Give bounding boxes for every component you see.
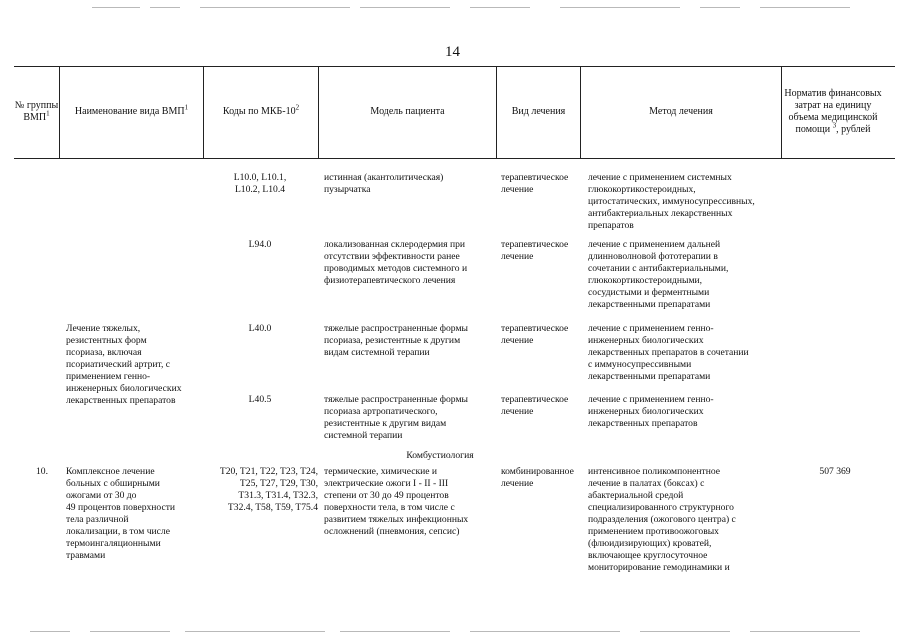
cell-financial-norm: 507 369 <box>819 466 851 477</box>
cell-patient-model: локализованная склеродермия при отсутствии эффективности ранее проводимых методов системного и физиотерапевтического лечения <box>324 239 468 286</box>
cell-group-number: 10. <box>36 466 48 477</box>
header-patient-model: Модель пациента <box>370 106 445 117</box>
scan-artifact-top <box>0 6 905 9</box>
cell-codes: L40.5 <box>248 394 272 405</box>
cell-treatment-type: терапевтическое лечение <box>501 323 569 346</box>
cell-codes: L10.0, L10.1, L10.2, L10.4 <box>233 172 287 195</box>
cell-codes: L94.0 <box>248 239 272 250</box>
header-treatment-method: Метод лечения <box>649 106 713 117</box>
cell-vmp-name: Комплексное лечение больных с обширными ожогами от 30 до 49 процентов поверхности тела различной локализации, в том числе термоингаляционными травмами <box>66 466 176 561</box>
header-group-number: № группы ВМП$^1$ <box>14 100 59 123</box>
header-treatment-type: Вид лечения <box>511 106 566 117</box>
table-header-bottom-rule <box>14 158 895 159</box>
cell-treatment-type: терапевтическое лечение <box>501 172 569 195</box>
cell-patient-model: тяжелые распространенные формы псориаза, резистентные к другим видам системной терапии <box>324 323 468 358</box>
header-financial-norm: Норматив финансовых затрат на единицу объема медицинской помощи $^3$, рублей <box>784 88 882 135</box>
section-title: Комбустиология <box>406 450 474 461</box>
footnote-mark: 3 <box>832 121 837 130</box>
cell-treatment-method: лечение с применением генно- инженерных биологических лекарственных препаратов в сочетании с иммуносупрессивными лекарственными препаратами <box>588 323 749 382</box>
cell-patient-model: термические, химические и электрические ожоги I - II - III степени от 30 до 49 процентов поверхности тела, в том числе с развитием тяжелых инфекционных осложнений (пневмония, сепсис) <box>324 466 469 537</box>
cell-codes: T20, T21, T22, T23, T24, T25, T27, T29, T30, T31.3, T31.4, T32.3, T32.4, T58, T59, T75.4 <box>219 466 318 513</box>
cell-treatment-method: лечение с применением системных глюкокортикостероидных, цитостатических, иммуносупрессивных, антибактериальных лекарственных препаратов <box>588 172 755 231</box>
cell-treatment-type: комбинированное лечение <box>501 466 574 489</box>
header-icd-codes: Коды по МКБ-$10^2$ <box>222 103 300 117</box>
scan-artifact-bottom <box>0 630 905 633</box>
header-vmp-name: Наименование вида ВМП$^1$ <box>74 103 189 117</box>
cell-treatment-method: интенсивное поликомпонентное лечение в палатах (боксах) с абактериальной средой специализированного структурного подразделения (ожогового центра) с применением противоожоговых (флюидизирующих) кроватей, включающее круглосуточное мониторирование гемодинамики и <box>588 466 736 573</box>
cell-treatment-type: терапевтическое лечение <box>501 239 569 262</box>
page-number: 14 <box>445 44 460 60</box>
cell-patient-model: истинная (акантолитическая) пузырчатка <box>324 172 444 195</box>
cell-patient-model: тяжелые распространенные формы псориаза артропатического, резистентные к другим видам системной терапии <box>324 394 468 441</box>
cell-codes: L40.0 <box>248 323 272 334</box>
cell-treatment-type: терапевтическое лечение <box>501 394 569 417</box>
cell-vmp-name: Лечение тяжелых, резистентных форм псориаза, включая псориатический артрит, с применением генно- инженерных биологических лекарственных препаратов <box>66 323 182 406</box>
cell-treatment-method: лечение с применением генно- инженерных биологических лекарственных препаратов <box>588 394 714 429</box>
col-divider <box>781 66 782 158</box>
cell-treatment-method: лечение с применением дальней длинноволновой фототерапии в сочетании с антибактериальными, глюкокортикостероидными, сосудистыми и ферментными лекарственными препаратами <box>588 239 729 310</box>
